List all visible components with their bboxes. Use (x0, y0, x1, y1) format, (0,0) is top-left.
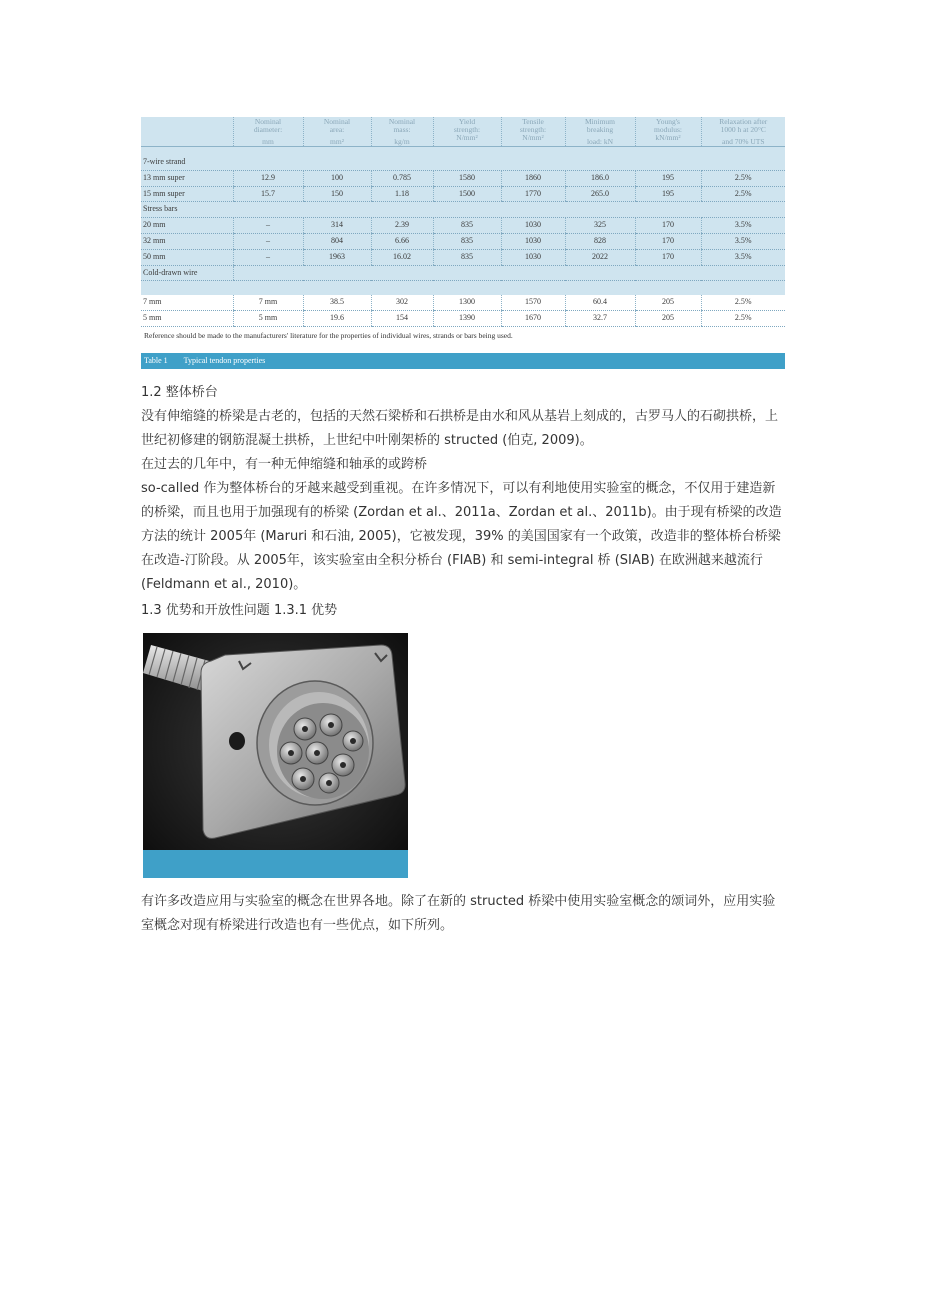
section-1-2-body (141, 405, 786, 597)
table-row: 15 mm super 15.7 150 1.18 1500 1770 265.0 195 2.5% (141, 186, 785, 202)
paragraph: so-called 作为整体桥台的牙越来越受到重视。在许多情况下，可以有利地使用实验室的概念，不仅用于建造新的桥梁，而且也用于加强现有的桥梁 (Zordan et al.、2011a、Zordan et al.、2011b)。由于现有桥梁的改造方法的统计 2005年 (Maruri 和石油, 2005)，它被发现，39% 的美国国家有一个政策，改造非的整体桥台桥梁在改造-汀阶段。从 2005年，该实验室由全积分桥台 (FIAB) 和 semi-integral 桥 (SIAB) 在欧洲越来越流行 (Feldmann et al., 2010)。 (141, 481, 782, 592)
table-spacer-row (141, 147, 785, 156)
table-header-cell: Nominal area: mm² (303, 117, 371, 147)
group-label-strand: 7-wire strand (141, 155, 785, 170)
table-header-cell: Relaxation after 1000 h at 20°C and 70% UTS (701, 117, 785, 147)
closing-body (141, 890, 786, 938)
table-lower-area (141, 295, 785, 369)
table-row: 7 mm 7 mm 38.5 302 1300 1570 60.4 205 2.5% (141, 295, 785, 310)
tendon-properties-table-continued (141, 295, 785, 327)
table-header-cell: Nominal mass: kg/m (371, 117, 433, 147)
table-shaded-area (141, 117, 785, 295)
table-reference-note: Reference should be made to the manufacturers' literature for the properties of individual wires, strands or bars being used. (144, 330, 513, 340)
table-header-cell: Young's modulus: kN/mm² (635, 117, 701, 147)
paragraph: 没有伸缩缝的桥梁是古老的，包括的天然石梁桥和石拱桥是由水和风从基岩上刻成的，古罗马人的石砌拱桥，上世纪初修建的钢筋混凝土拱桥，上世纪中叶刚架桥的 structed (伯克, 2009)。 (141, 409, 779, 448)
table-header-cell: Tensile strength: N/mm² (501, 117, 565, 147)
section-heading-1-2: 1.2 整体桥台 (141, 385, 218, 400)
group-label-bars: Stress bars (141, 202, 785, 218)
table-row: 32 mm – 804 6.66 835 1030 828 170 3.5% (141, 233, 785, 249)
table-caption-title: Typical tendon properties (183, 355, 266, 365)
table-caption-label: Table 1 (144, 355, 168, 365)
photo-caption-bar (143, 850, 408, 878)
table-header-cell (141, 117, 233, 147)
table-group-row (141, 155, 785, 170)
table-row: 20 mm – 314 2.39 835 1030 325 170 3.5% (141, 218, 785, 234)
table-row: 5 mm 5 mm 19.6 154 1390 1670 32.7 205 2.5% (141, 310, 785, 326)
table-header-cell: Minimum breaking load: kN (565, 117, 635, 147)
table-group-row (141, 202, 785, 218)
table-caption (141, 353, 785, 369)
section-heading-1-3: 1.3 优势和开放性问题 1.3.1 优势 (141, 603, 338, 618)
paragraph: 有许多改造应用与实验室的概念在世界各地。除了在新的 structed 桥梁中使用实验室概念的颂词外，应用实验室概念对现有桥梁进行改造也有一些优点，如下所列。 (141, 894, 776, 933)
anchorage-photo (143, 633, 408, 878)
tendon-properties-table (141, 117, 785, 281)
table-header-cell: Nominal diameter: mm (233, 117, 303, 147)
group-label-wire: Cold-drawn wire (141, 265, 233, 281)
table-row: 50 mm – 1963 16.02 835 1030 2022 170 3.5% (141, 249, 785, 265)
table-header-cell: Yield strength: N/mm² (433, 117, 501, 147)
table-group-row (141, 265, 785, 281)
table-figure (141, 117, 785, 369)
anchorage-photo-illustration (143, 633, 408, 878)
table-header-row (141, 117, 785, 147)
table-row: 13 mm super 12.9 100 0.785 1580 1860 186.0 195 2.5% (141, 170, 785, 186)
paragraph: 在过去的几年中，有一种无伸缩缝和轴承的或跨桥 (141, 457, 428, 472)
